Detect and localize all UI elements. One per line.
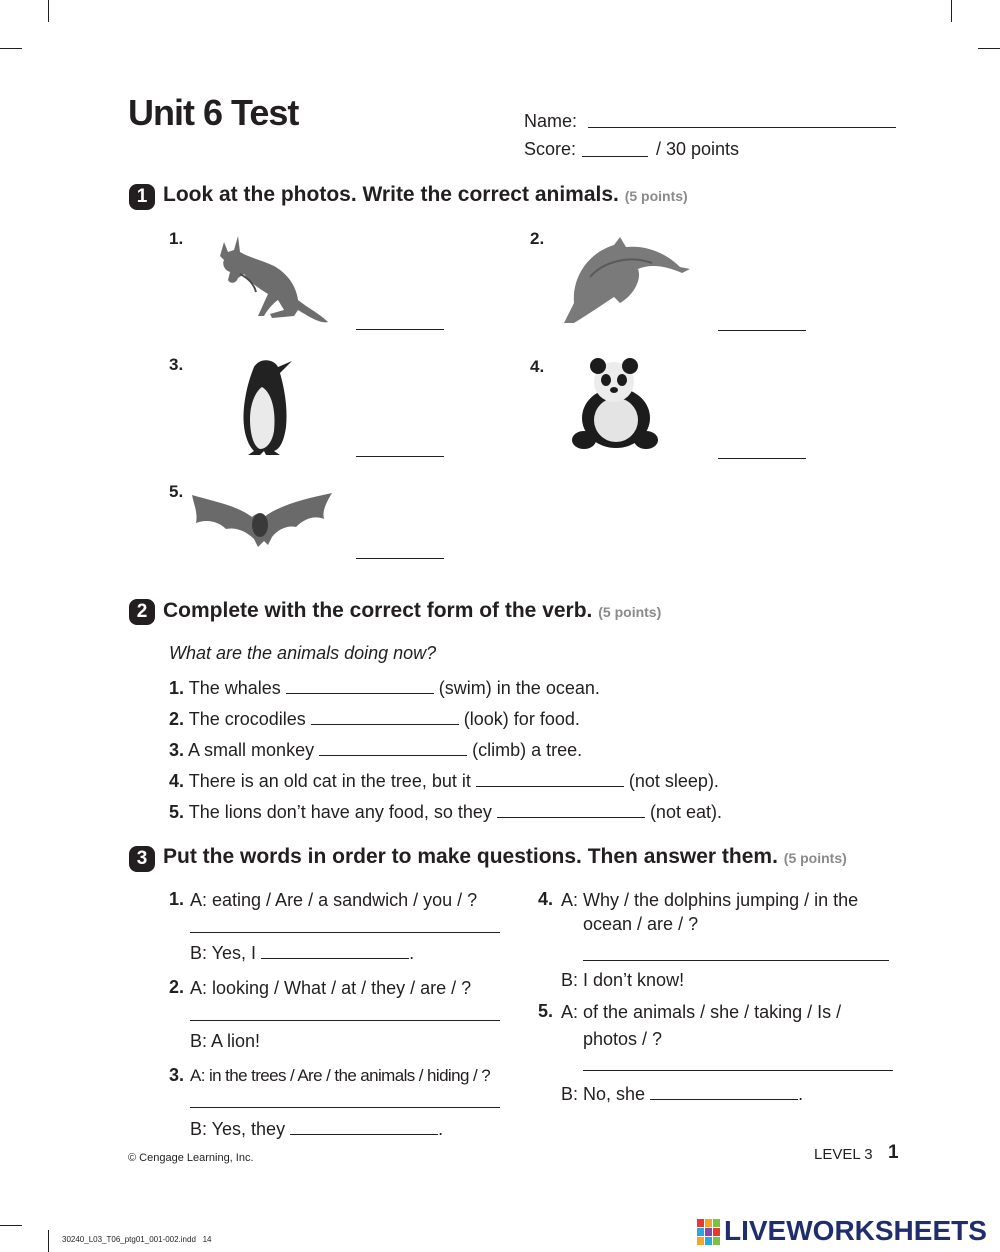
section-instruction <box>163 845 847 869</box>
question-text-continued: ocean / are / ? <box>583 914 699 934</box>
answer-blank[interactable] <box>311 710 459 725</box>
answer-blank[interactable] <box>476 772 624 787</box>
item-number: 2. <box>169 709 185 729</box>
answer-text-before: B: A lion! <box>190 1031 261 1051</box>
item-text-after: (not eat). <box>649 802 722 822</box>
list-item <box>169 771 719 792</box>
section-number: 1 <box>129 184 155 210</box>
section-number: 2 <box>129 599 155 625</box>
question-text: A: of the animals / she / taking / Is / <box>561 1002 842 1022</box>
item-number: 4. <box>530 357 545 376</box>
question-answer-line[interactable] <box>190 1107 500 1108</box>
level-label: LEVEL 3 <box>814 1146 873 1163</box>
section-subtitle: What are the animals doing now? <box>169 643 437 663</box>
page-number: 1 <box>888 1142 899 1163</box>
answer-text-after: . <box>798 1084 804 1104</box>
section-number: 3 <box>129 846 155 872</box>
item-text-before: A small monkey <box>188 740 315 760</box>
answer-text-after: . <box>438 1119 444 1139</box>
answer-blank[interactable] <box>650 1085 798 1100</box>
item-text-before: The lions don’t have any food, so they <box>188 802 492 822</box>
score-label: Score: <box>524 139 577 159</box>
item-number: 1. <box>169 889 185 909</box>
copyright: © Cengage Learning, Inc. <box>128 1152 254 1164</box>
points-label: (5 points) <box>783 850 847 866</box>
crop-mark <box>48 0 49 22</box>
brand-text: LIVEWORKSHEETS <box>724 1215 987 1246</box>
item-text-after: (look) for food. <box>463 709 580 729</box>
instruction-text: Look at the photos. Write the correct animals. <box>163 183 619 206</box>
item-number: 5. <box>169 802 185 822</box>
question-answer-line[interactable] <box>583 960 889 961</box>
crop-mark <box>0 48 22 49</box>
list-item <box>169 740 582 761</box>
crop-mark <box>48 1230 49 1252</box>
item-text-before: There is an old cat in the tree, but it <box>188 771 471 791</box>
item-text-after: (climb) a tree. <box>472 740 583 760</box>
question-text: A: in the trees / Are / the animals / hiding / ? <box>190 1066 491 1085</box>
answer-text-before: B: I don’t know! <box>561 970 685 990</box>
answer-line[interactable] <box>356 456 444 457</box>
list-item <box>169 802 722 823</box>
answer-line-text <box>190 1117 443 1141</box>
dolphin-photo <box>560 237 692 325</box>
answer-blank[interactable] <box>286 679 434 694</box>
question-text-continued: photos / ? <box>583 1029 663 1049</box>
item-number: 4. <box>169 771 185 791</box>
logo-mark-icon <box>697 1219 721 1247</box>
item-text-before: The whales <box>188 678 281 698</box>
answer-line[interactable] <box>356 329 444 330</box>
item-number: 3. <box>169 355 184 374</box>
file-slug: 30240_L03_T06_ptg01_001-002.indd 14 <box>62 1235 212 1244</box>
answer-blank[interactable] <box>497 803 645 818</box>
item-number: 4. <box>538 889 554 909</box>
item-number: 5. <box>538 1001 554 1021</box>
kangaroo-photo <box>200 234 330 326</box>
item-text-after: (swim) in the ocean. <box>438 678 600 698</box>
answer-line[interactable] <box>356 558 444 559</box>
list-item <box>169 678 600 699</box>
bat-photo <box>190 489 334 551</box>
page-title: Unit 6 Test <box>128 92 299 133</box>
liveworksheets-logo[interactable] <box>697 1215 997 1251</box>
name-label: Name: <box>524 111 578 131</box>
answer-blank[interactable] <box>319 741 467 756</box>
list-item <box>169 709 580 730</box>
answer-line[interactable] <box>718 330 806 331</box>
score-total: / 30 points <box>656 139 740 159</box>
answer-text-before: B: Yes, I <box>190 943 257 963</box>
question-text: A: Why / the dolphins jumping / in the <box>561 890 859 910</box>
item-number: 3. <box>169 1065 185 1085</box>
item-text-before: The crocodiles <box>188 709 306 729</box>
answer-blank[interactable] <box>290 1120 438 1135</box>
score-field[interactable] <box>582 156 648 157</box>
answer-blank[interactable] <box>261 944 409 959</box>
answer-line-text <box>190 941 414 965</box>
section-instruction <box>163 183 688 207</box>
points-label: (5 points) <box>624 188 688 204</box>
item-number: 1. <box>169 678 185 698</box>
question-text: A: eating / Are / a sandwich / you / ? <box>190 890 478 910</box>
item-number: 1. <box>169 229 184 248</box>
penguin-photo <box>232 357 294 455</box>
panda-photo <box>572 356 660 452</box>
answer-text-after: . <box>409 943 415 963</box>
answer-line-text <box>561 1082 803 1106</box>
item-number: 2. <box>169 977 185 997</box>
answer-line[interactable] <box>718 458 806 459</box>
instruction-text: Put the words in order to make questions. Then answer them. <box>163 845 778 868</box>
section-instruction <box>163 599 661 623</box>
answer-text-before: B: No, she <box>561 1084 646 1104</box>
item-number: 3. <box>169 740 185 760</box>
answer-text-before: B: Yes, they <box>190 1119 286 1139</box>
question-answer-line[interactable] <box>583 1070 893 1071</box>
crop-mark <box>978 48 1000 49</box>
question-answer-line[interactable] <box>190 1020 500 1021</box>
item-text-after: (not sleep). <box>628 771 719 791</box>
points-label: (5 points) <box>598 604 662 620</box>
instruction-text: Complete with the correct form of the verb. <box>163 599 593 622</box>
question-answer-line[interactable] <box>190 932 500 933</box>
crop-mark <box>0 1225 22 1226</box>
name-field[interactable] <box>588 127 896 128</box>
question-text: A: looking / What / at / they / are / ? <box>190 978 472 998</box>
item-number: 5. <box>169 482 184 501</box>
crop-mark <box>951 0 952 22</box>
item-number: 2. <box>530 229 545 248</box>
